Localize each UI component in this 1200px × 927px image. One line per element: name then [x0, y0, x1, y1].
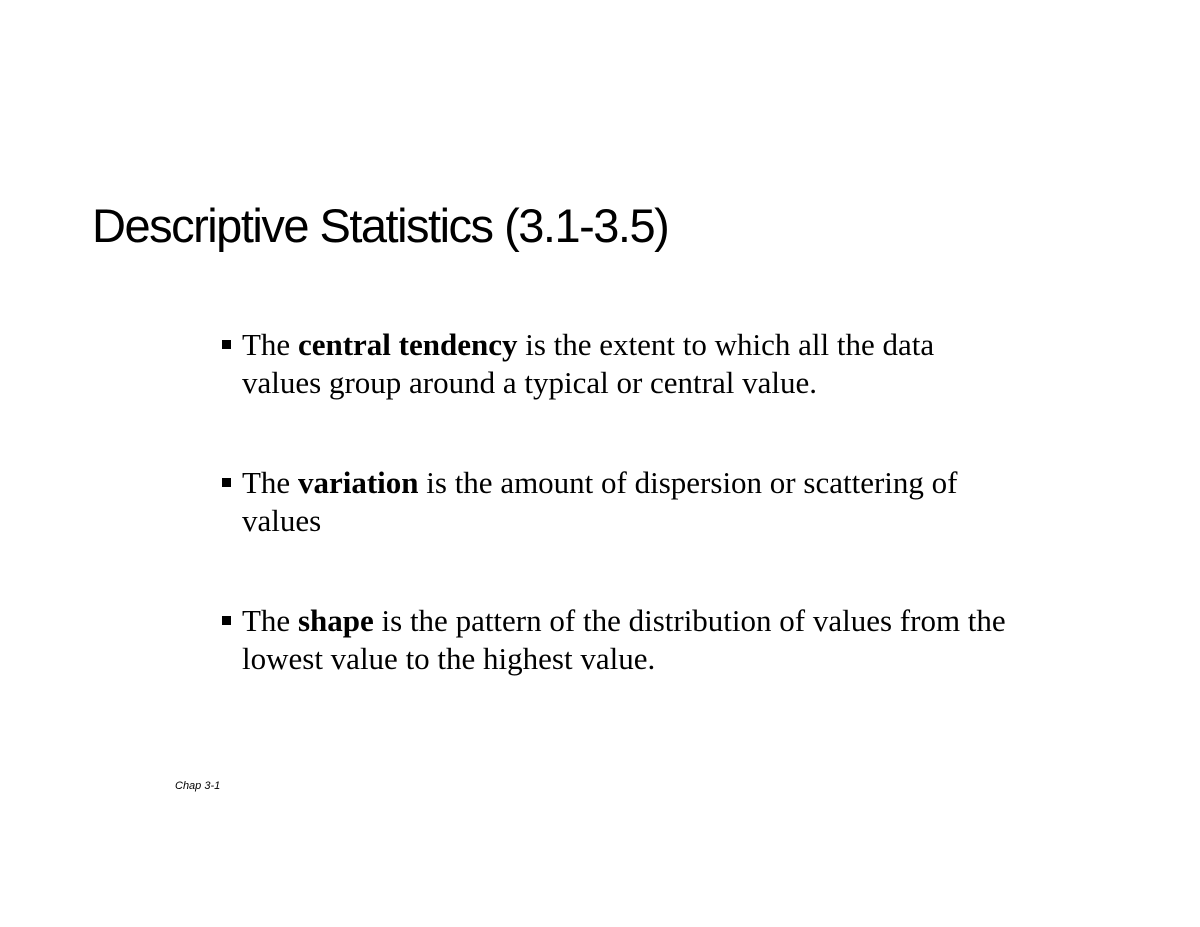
bullet-prefix: The	[242, 327, 298, 362]
bullet-text	[242, 465, 957, 538]
bullet-list	[220, 326, 1020, 740]
bullet-prefix: The	[242, 603, 298, 638]
bullet-central-tendency	[220, 326, 1020, 402]
bullet-suffix: is the amount of dispersion or scattering of values	[242, 465, 958, 538]
bullet-suffix: is the pattern of the distribution of values from the lowest value to the highest value.	[242, 603, 1006, 676]
bullet-term: central tendency	[297, 327, 518, 362]
bullet-shape	[220, 602, 1020, 678]
bullet-prefix: The	[242, 465, 298, 500]
bullet-variation	[220, 464, 1020, 540]
slide-title: Descriptive Statistics (3.1-3.5)	[92, 199, 669, 252]
bullet-suffix: is the extent to which all the data values group around a typical or central value.	[242, 327, 935, 400]
square-bullet-icon	[222, 340, 231, 349]
bullet-text	[242, 327, 934, 400]
bullet-text	[242, 603, 1006, 676]
bullet-term: variation	[297, 465, 419, 500]
square-bullet-icon	[222, 478, 231, 487]
square-bullet-icon	[222, 616, 231, 625]
bullet-term: shape	[297, 603, 374, 638]
slide-footer: Chap 3-1	[175, 780, 221, 792]
